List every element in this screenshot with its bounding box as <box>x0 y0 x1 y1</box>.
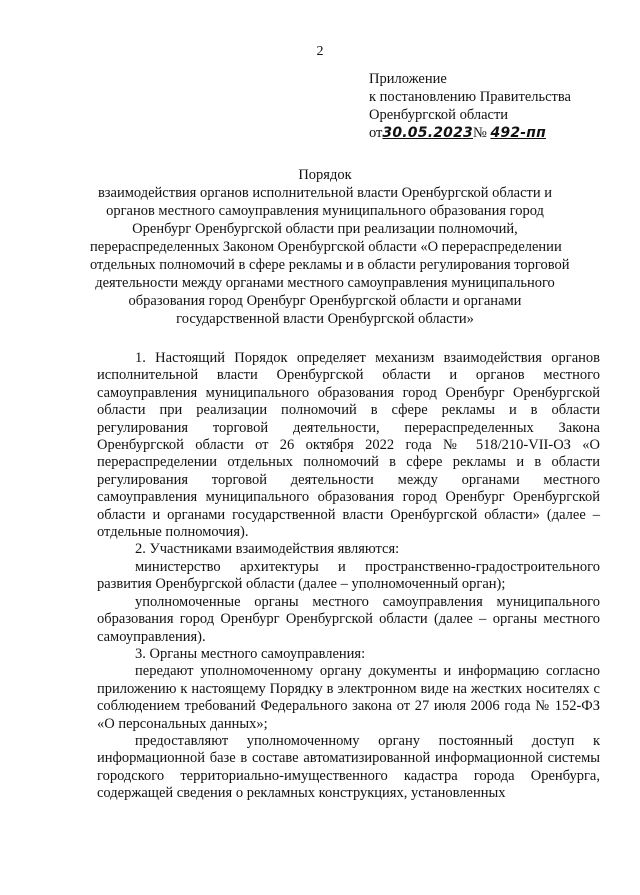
page-number: 2 <box>316 44 324 59</box>
title-line: деятельности между органами местного самоуправления муниципального <box>95 275 555 291</box>
paragraph: 1. Настоящий Порядок определяет механизм взаимодействия органов исполнительной власти Оренбургской области и органов местного самоуправления муниципального образования город Оренбург Оренбургской области при реализации полномочий в сфере рекламы и в области регулирования торговой деятельности, перераспределенных Закона Оренбургской области от 26 октября 2022 года № 518/210-VII-ОЗ «О перераспределении отдельных полномочий в сфере рекламы и в области регулирования торговой деятельности между органами местного самоуправления муниципального образования город Оренбург Оренбургской области и органами государственной власти Оренбургской области» (далее – отдельные полномочия). <box>97 350 600 541</box>
date-prefix: от <box>369 125 383 141</box>
title-line: Порядок <box>298 167 352 183</box>
paragraph: 2. Участниками взаимодействия являются: <box>135 541 400 558</box>
appendix-date-line <box>369 124 571 142</box>
appendix-resolution-ref: к постановлению Правительства <box>369 89 571 105</box>
paragraph: передают уполномоченному органу документы и информацию согласно приложению к настоящему Порядку в электронном виде на жестких носителях с соблюдением требований Федерального закона от 27 июля 2006 года № 152-ФЗ «О персональных данных»; <box>97 663 600 732</box>
paragraph: министерство архитектуры и пространственно-градостроительного развития Оренбургской области (далее – уполномоченный орган); <box>97 558 600 593</box>
paragraph: уполномоченные органы местного самоуправления муниципального образования город Оренбург Оренбургской области (далее – органы местного самоуправления). <box>97 593 600 645</box>
document-body <box>97 350 600 803</box>
number-sign: № <box>472 125 487 141</box>
title-line: государственной власти Оренбургской области» <box>176 311 474 327</box>
appendix-region: Оренбургской области <box>369 107 509 123</box>
handwritten-date: 30.05.2023 <box>382 125 473 141</box>
title-line: отдельных полномочий в сфере рекламы и в области регулирования торговой <box>90 257 570 273</box>
appendix-header <box>369 70 571 142</box>
title-line: органов местного самоуправления муниципального образования город <box>106 203 544 219</box>
handwritten-number: 492-пп <box>490 125 547 141</box>
document-title <box>90 166 570 328</box>
paragraph: 3. Органы местного самоуправления: <box>135 645 366 662</box>
title-line: перераспределенных Законом Оренбургской области «О перераспределении <box>90 239 562 255</box>
appendix-label: Приложение <box>369 71 447 87</box>
paragraph: предоставляют уполномоченному органу постоянный доступ к информационной базе в составе автоматизированной информационной системы городского территориально-имущественного кадастра города Оренбурга, содержащей сведения о рекламных конструкциях, установленных <box>97 732 600 802</box>
title-line: взаимодействия органов исполнительной власти Оренбургской области и <box>97 185 553 201</box>
title-line: Оренбург Оренбургской области при реализации полномочий, <box>132 221 518 237</box>
title-line: образования город Оренбург Оренбургской области и органами <box>128 293 522 309</box>
